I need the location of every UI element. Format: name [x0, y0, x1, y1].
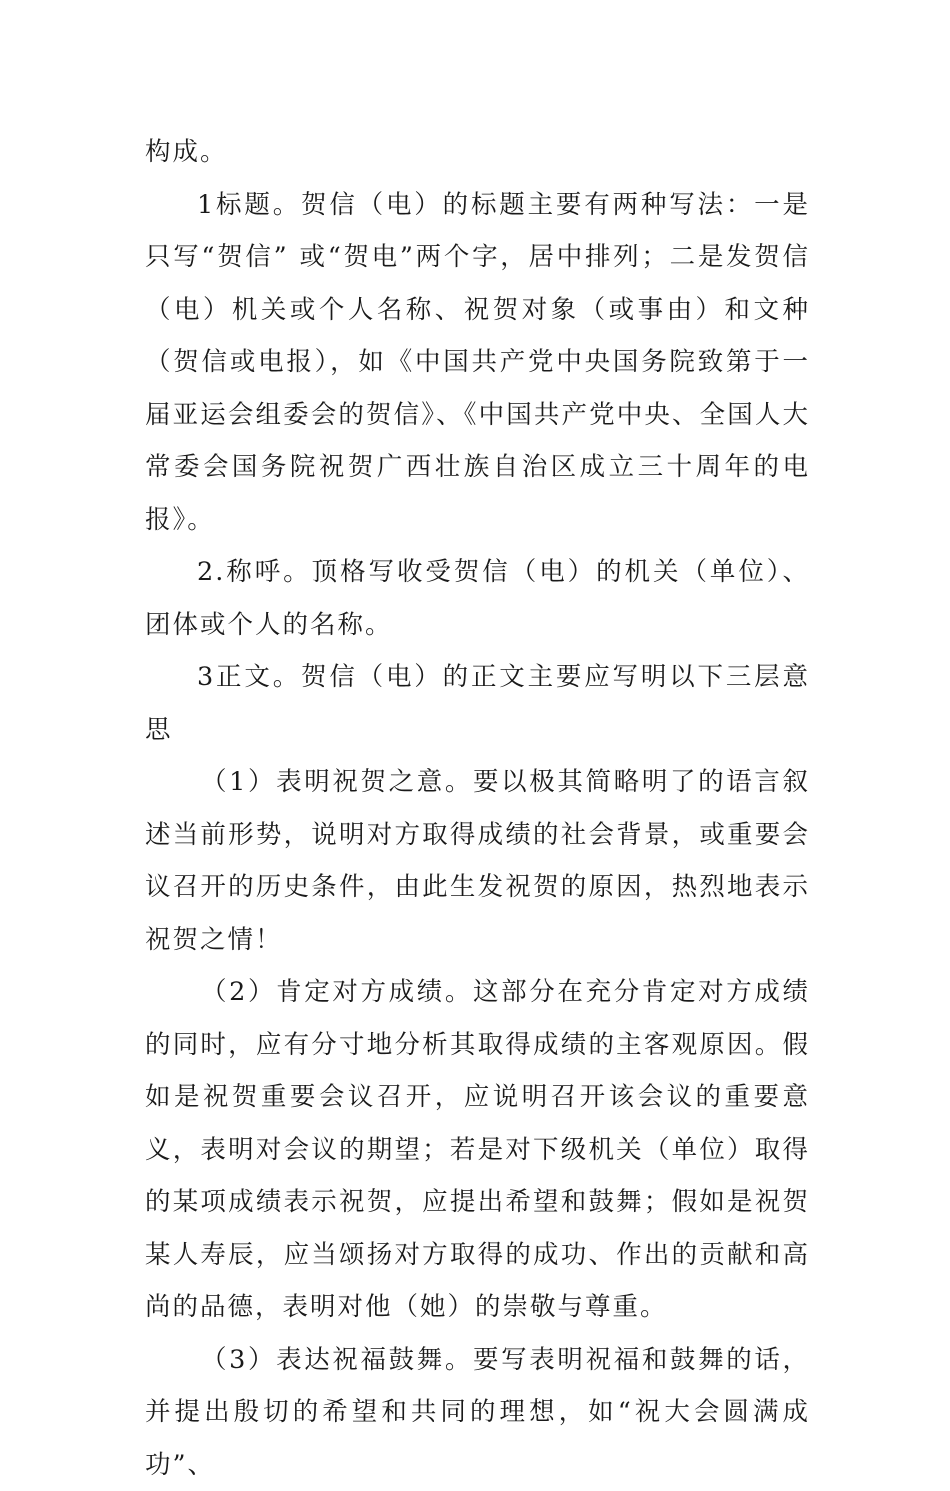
paragraph-point-3: （3）表达祝福鼓舞。要写表明祝福和鼓舞的话，并提出殷切的希望和共同的理想，如“祝大会圆满成功”、 — [145, 1334, 810, 1491]
paragraph-intro-end: 构成。 — [145, 126, 810, 179]
paragraph-salutation-section: 2.称呼。顶格写收受贺信（电）的机关（单位）、团体或个人的名称。 — [145, 546, 810, 651]
document-body — [145, 126, 810, 1491]
paragraph-title-section: 1标题。贺信（电）的标题主要有两种写法：一是只写“贺信” 或“贺电”两个字，居中排列；二是发贺信（电）机关或个人名称、祝贺对象（或事由）和文种（贺信或电报），如《中国共产党中央国务院致第于一届亚运会组委会的贺信》、《中国共产党中央、全国人大常委会国务院祝贺广西壮族自治区成立三十周年的电报》。 — [145, 179, 810, 547]
paragraph-body-section: 3正文。贺信（电）的正文主要应写明以下三层意思 — [145, 651, 810, 756]
paragraph-point-1: （1）表明祝贺之意。要以极其简略明了的语言叙述当前形势，说明对方取得成绩的社会背景，或重要会议召开的历史条件，由此生发祝贺的原因，热烈地表示祝贺之情！ — [145, 756, 810, 966]
paragraph-point-2: （2）肯定对方成绩。这部分在充分肯定对方成绩的同时，应有分寸地分析其取得成绩的主客观原因。假如是祝贺重要会议召开，应说明召开该会议的重要意义，表明对会议的期望；若是对下级机关（单位）取得的某项成绩表示祝贺，应提出希望和鼓舞；假如是祝贺某人寿辰，应当颂扬对方取得的成功、作出的贡献和高尚的品德，表明对他（她）的崇敬与尊重。 — [145, 966, 810, 1334]
